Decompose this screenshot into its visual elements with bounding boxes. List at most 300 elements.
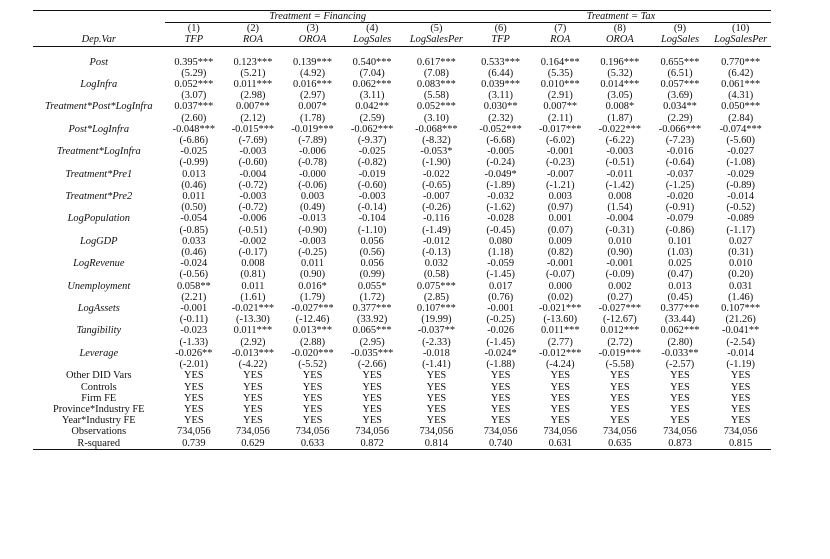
control-cell: YES bbox=[184, 403, 204, 415]
column-name: LogSales bbox=[342, 34, 402, 46]
coef-cell: 0.003 bbox=[300, 191, 325, 203]
tstat-cell: (3.05) bbox=[607, 90, 633, 102]
coef-cell: -0.017*** bbox=[539, 123, 582, 135]
regression-table bbox=[33, 10, 771, 450]
tstat-label-blank bbox=[33, 180, 165, 191]
tstat-cell: (1.54) bbox=[607, 202, 633, 214]
coef-cell: -0.016 bbox=[666, 146, 694, 158]
control-cell: YES bbox=[610, 381, 630, 393]
coef-cell: -0.003 bbox=[239, 191, 267, 203]
coef-cell: -0.003 bbox=[299, 235, 326, 247]
tstat-cell: (-0.17) bbox=[238, 247, 268, 259]
coef-cell: 0.013*** bbox=[293, 325, 333, 337]
tstat-cell: (1.61) bbox=[240, 291, 266, 303]
coef-cell: -0.054 bbox=[180, 213, 208, 225]
tstat-cell: (6.44) bbox=[488, 67, 514, 79]
tstat-cell: (-2.54) bbox=[726, 336, 755, 348]
tstat-cell: (0.20) bbox=[728, 269, 754, 281]
variable-label: Post bbox=[89, 56, 109, 68]
tstat-cell: (-7.89) bbox=[298, 135, 327, 147]
tstat-cell: (19.99) bbox=[421, 314, 452, 326]
coef-cell: 0.056 bbox=[360, 235, 384, 247]
coef-cell: 0.196*** bbox=[600, 56, 640, 68]
tstat-label-blank bbox=[33, 90, 165, 101]
coef-cell: -0.001 bbox=[487, 303, 515, 315]
coef-cell: 0.055* bbox=[357, 280, 387, 292]
tstat-cell: (-2.33) bbox=[422, 336, 451, 348]
control-cell: 734,056 bbox=[236, 426, 270, 438]
coef-cell: -0.028 bbox=[487, 213, 515, 225]
tstat-row bbox=[33, 225, 771, 236]
control-cell: 734,056 bbox=[723, 426, 758, 438]
column-name: LogSalesPer bbox=[402, 34, 471, 46]
tstat-cell: (-6.68) bbox=[486, 135, 515, 147]
control-cell: YES bbox=[302, 392, 323, 404]
tstat-cell: (5.32) bbox=[607, 67, 633, 79]
tstat-cell: (2.97) bbox=[299, 90, 326, 102]
tstat-cell: (7.04) bbox=[359, 67, 385, 79]
tstat-cell: (-12.67) bbox=[602, 314, 637, 326]
control-cell: YES bbox=[243, 403, 263, 415]
coef-cell: -0.001 bbox=[606, 258, 634, 270]
tstat-label-blank bbox=[33, 135, 165, 146]
coef-cell: -0.049* bbox=[484, 168, 517, 180]
coef-cell: -0.024* bbox=[484, 347, 517, 359]
tstat-cell: (-0.26) bbox=[422, 202, 451, 214]
column-name: LogSales bbox=[650, 34, 711, 46]
table-header bbox=[33, 11, 771, 47]
control-label: Firm FE bbox=[81, 392, 117, 404]
coef-cell: -0.029 bbox=[727, 168, 755, 180]
control-label: Other DID Vars bbox=[65, 370, 132, 382]
tstat-cell: (0.46) bbox=[181, 247, 207, 259]
coef-cell: 0.065*** bbox=[352, 325, 392, 337]
tstat-cell: (-0.78) bbox=[298, 157, 327, 169]
tstat-cell: (-9.37) bbox=[357, 135, 387, 147]
tstat-cell: (-1.08) bbox=[726, 157, 755, 169]
tstat-cell: (0.56) bbox=[359, 247, 385, 259]
column-number: (5) bbox=[430, 23, 443, 35]
coef-row bbox=[33, 124, 771, 135]
group-header-tax: Treatment = Tax bbox=[471, 11, 771, 23]
control-cell: YES bbox=[730, 381, 751, 393]
tstat-cell: (2.85) bbox=[423, 291, 449, 303]
tstat-cell: (1.03) bbox=[667, 247, 693, 259]
coef-cell: 0.050*** bbox=[721, 101, 761, 113]
tstat-label-blank bbox=[33, 68, 165, 79]
tstat-label-blank bbox=[33, 202, 165, 213]
control-cell: YES bbox=[362, 415, 382, 427]
control-cell: YES bbox=[610, 415, 630, 427]
tstat-cell: (-0.06) bbox=[298, 179, 327, 191]
coef-cell: 0.056 bbox=[360, 258, 384, 270]
coef-cell: 0.533*** bbox=[481, 56, 521, 68]
variable-label: LogInfra bbox=[80, 79, 118, 91]
coef-cell: 0.027 bbox=[728, 235, 753, 247]
coef-cell: 0.013 bbox=[182, 168, 206, 180]
coef-cell: 0.002 bbox=[608, 280, 632, 292]
control-cell: YES bbox=[490, 403, 511, 415]
coef-cell: -0.019*** bbox=[598, 347, 642, 359]
coef-row bbox=[33, 258, 771, 269]
coef-cell: -0.021*** bbox=[231, 303, 275, 315]
tstat-cell: (0.07) bbox=[547, 224, 573, 236]
tstat-row bbox=[33, 90, 771, 101]
coef-cell: -0.022*** bbox=[598, 123, 642, 135]
column-number: (2) bbox=[246, 23, 259, 35]
tstat-cell: (-5.52) bbox=[298, 359, 327, 371]
coef-cell: -0.066*** bbox=[658, 123, 702, 135]
tstat-cell: (-1.49) bbox=[422, 224, 451, 236]
tstat-cell: (6.51) bbox=[667, 67, 693, 79]
coef-cell: 0.080 bbox=[488, 235, 513, 247]
coef-cell: -0.015*** bbox=[231, 123, 275, 135]
control-cell: YES bbox=[610, 392, 630, 404]
coef-cell: 0.016*** bbox=[293, 79, 333, 91]
tstat-cell: (-0.23) bbox=[545, 157, 575, 169]
tstat-cell: (-0.89) bbox=[726, 179, 755, 191]
coef-cell: 0.139*** bbox=[293, 56, 333, 68]
variable-label: Leverage bbox=[79, 347, 119, 359]
coef-cell: 0.617*** bbox=[416, 56, 456, 68]
tstat-cell: (2.59) bbox=[359, 112, 385, 124]
tstat-cell: (4.92) bbox=[299, 67, 326, 79]
variable-label: Unemployment bbox=[67, 280, 131, 292]
tstat-cell: (2.77) bbox=[547, 336, 573, 348]
control-cell: YES bbox=[670, 381, 690, 393]
control-cell: YES bbox=[550, 392, 571, 404]
tstat-cell: (-0.11) bbox=[179, 314, 208, 326]
tstat-cell: (1.87) bbox=[607, 112, 633, 124]
coef-cell: 0.033 bbox=[182, 235, 206, 247]
control-cell: YES bbox=[243, 381, 263, 393]
column-name: ROA bbox=[530, 34, 590, 46]
tstat-cell: (7.08) bbox=[423, 67, 449, 79]
control-cell: 734,056 bbox=[419, 426, 454, 438]
tstat-cell: (0.45) bbox=[667, 291, 693, 303]
tstat-cell: (-0.13) bbox=[422, 247, 451, 259]
coef-cell: 0.011*** bbox=[233, 79, 273, 91]
control-cell: YES bbox=[426, 403, 447, 415]
tstat-cell: (-8.32) bbox=[422, 135, 451, 147]
control-cell: YES bbox=[490, 392, 511, 404]
coef-cell: -0.068*** bbox=[415, 123, 458, 135]
tstat-cell: (0.47) bbox=[667, 269, 693, 281]
column-number-blank bbox=[33, 23, 165, 35]
coef-cell: -0.006 bbox=[239, 213, 267, 225]
control-cell: YES bbox=[302, 403, 323, 415]
tstat-cell: (-1.25) bbox=[665, 179, 695, 191]
variable-label: Treatment*Pre2 bbox=[65, 191, 133, 203]
coef-cell: -0.013*** bbox=[231, 347, 275, 359]
control-row bbox=[33, 370, 771, 381]
coef-cell: 0.025 bbox=[668, 258, 692, 270]
tstat-row bbox=[33, 157, 771, 168]
coef-cell: 0.075*** bbox=[416, 280, 456, 292]
coef-cell: 0.395*** bbox=[174, 56, 214, 68]
tstat-cell: (3.69) bbox=[667, 90, 693, 102]
coef-cell: 0.030** bbox=[483, 101, 518, 113]
control-row bbox=[33, 382, 771, 393]
control-cell: YES bbox=[610, 403, 630, 415]
tstat-cell: (2.95) bbox=[359, 336, 385, 348]
tstat-label-blank bbox=[33, 269, 165, 280]
coef-cell: 0.107*** bbox=[416, 303, 456, 315]
coef-cell: -0.020 bbox=[666, 191, 694, 203]
tstat-row bbox=[33, 180, 771, 191]
coef-cell: -0.059 bbox=[487, 258, 515, 270]
tstat-cell: (4.31) bbox=[728, 90, 754, 102]
spacer-row bbox=[33, 46, 771, 57]
variable-label: LogRevenue bbox=[73, 258, 125, 270]
tstat-cell: (-6.22) bbox=[605, 135, 635, 147]
control-cell: YES bbox=[184, 415, 204, 427]
coef-cell: 0.039*** bbox=[481, 79, 521, 91]
coef-cell: -0.013 bbox=[299, 213, 326, 225]
coef-cell: 0.013 bbox=[668, 280, 692, 292]
tstat-cell: (2.11) bbox=[547, 112, 573, 124]
coef-cell: 0.008* bbox=[605, 101, 635, 113]
coef-cell: -0.024 bbox=[180, 258, 208, 270]
coef-cell: -0.006 bbox=[299, 146, 326, 158]
coef-row bbox=[33, 303, 771, 314]
coef-cell: -0.027 bbox=[727, 146, 755, 158]
coef-cell: 0.052*** bbox=[174, 79, 214, 91]
coef-cell: -0.027*** bbox=[291, 303, 334, 315]
tstat-cell: (33.44) bbox=[664, 314, 696, 326]
coef-cell: -0.012*** bbox=[539, 347, 582, 359]
tstat-cell: (-2.57) bbox=[665, 359, 695, 371]
coef-cell: -0.074*** bbox=[719, 123, 762, 135]
coef-cell: 0.009 bbox=[548, 235, 572, 247]
control-cell: YES bbox=[362, 381, 382, 393]
tstat-cell: (-7.69) bbox=[238, 135, 268, 147]
control-cell: 0.815 bbox=[710, 438, 771, 450]
coef-cell: -0.026 bbox=[487, 325, 515, 337]
coef-cell: 0.377*** bbox=[660, 303, 700, 315]
variable-label: Treatment*Pre1 bbox=[65, 168, 133, 180]
column-number-row bbox=[33, 23, 771, 35]
tstat-cell: (-1.90) bbox=[422, 157, 451, 169]
column-name: OROA bbox=[283, 34, 343, 46]
control-cell: YES bbox=[426, 370, 447, 382]
tstat-cell: (-6.02) bbox=[545, 135, 575, 147]
tstat-cell: (1.79) bbox=[299, 291, 326, 303]
tstat-cell: (-0.85) bbox=[179, 224, 209, 236]
coef-cell: -0.001 bbox=[546, 258, 574, 270]
control-cell: YES bbox=[426, 415, 447, 427]
tstat-cell: (1.78) bbox=[299, 112, 326, 124]
coef-cell: 0.017 bbox=[488, 280, 513, 292]
control-cell: YES bbox=[490, 381, 511, 393]
tstat-cell: (-0.09) bbox=[605, 269, 635, 281]
tstat-cell: (5.35) bbox=[547, 67, 573, 79]
control-cell: YES bbox=[550, 370, 571, 382]
tstat-row bbox=[33, 113, 771, 124]
control-cell: YES bbox=[610, 370, 630, 382]
coef-row bbox=[33, 57, 771, 68]
tstat-row bbox=[33, 68, 771, 79]
tstat-cell: (3.11) bbox=[359, 90, 385, 102]
control-cell: 734,056 bbox=[176, 426, 211, 438]
tstat-label-blank bbox=[33, 247, 165, 258]
tstat-cell: (-0.90) bbox=[298, 224, 327, 236]
control-row bbox=[33, 415, 771, 426]
coef-cell: 0.042** bbox=[355, 101, 390, 113]
coef-cell: 0.083*** bbox=[416, 79, 456, 91]
tstat-cell: (-1.41) bbox=[422, 359, 451, 371]
control-cell: YES bbox=[730, 392, 751, 404]
coef-cell: 0.034** bbox=[663, 101, 697, 113]
tstat-cell: (2.92) bbox=[240, 336, 266, 348]
tstat-cell: (33.92) bbox=[356, 314, 388, 326]
control-cell: YES bbox=[490, 415, 511, 427]
control-cell: YES bbox=[550, 415, 571, 427]
coef-cell: -0.019 bbox=[358, 168, 386, 180]
variable-label: LogPopulation bbox=[67, 213, 130, 225]
control-cell: YES bbox=[302, 415, 323, 427]
tstat-cell: (-5.60) bbox=[726, 135, 755, 147]
variable-label: Treatment*LogInfra bbox=[56, 146, 141, 158]
regression-table-container bbox=[33, 10, 771, 450]
coef-cell: -0.035*** bbox=[350, 347, 394, 359]
tstat-row bbox=[33, 135, 771, 146]
control-cell: 734,056 bbox=[295, 426, 330, 438]
coef-cell: -0.005 bbox=[487, 146, 515, 158]
coef-cell: -0.025 bbox=[358, 146, 386, 158]
tstat-cell: (-0.82) bbox=[357, 157, 387, 169]
column-number: (9) bbox=[673, 23, 687, 35]
variable-label: LogAssets bbox=[77, 303, 120, 315]
coef-row bbox=[33, 169, 771, 180]
coef-cell: -0.018 bbox=[422, 347, 450, 359]
tstat-cell: (2.84) bbox=[728, 112, 754, 124]
tstat-cell: (2.29) bbox=[667, 112, 693, 124]
control-cell: YES bbox=[184, 370, 204, 382]
tstat-row bbox=[33, 359, 771, 370]
control-label: Controls bbox=[80, 381, 117, 393]
tstat-cell: (-0.07) bbox=[545, 269, 575, 281]
column-name: LogSalesPer bbox=[710, 34, 771, 46]
coef-cell: -0.027*** bbox=[598, 303, 642, 315]
coef-cell: 0.008 bbox=[608, 191, 632, 203]
coef-cell: 0.016* bbox=[298, 280, 327, 292]
control-cell: 0.633 bbox=[283, 438, 343, 450]
control-cell: YES bbox=[550, 381, 571, 393]
tstat-cell: (-1.45) bbox=[486, 269, 515, 281]
coef-cell: -0.053* bbox=[420, 146, 453, 158]
tstat-cell: (2.21) bbox=[181, 291, 207, 303]
tstat-cell: (21.26) bbox=[725, 314, 756, 326]
control-cell: YES bbox=[243, 415, 263, 427]
tstat-cell: (-13.30) bbox=[236, 314, 270, 326]
coef-cell: -0.007 bbox=[546, 168, 574, 180]
coef-cell: -0.001 bbox=[180, 303, 208, 315]
coef-cell: -0.026** bbox=[175, 347, 213, 359]
coef-cell: -0.001 bbox=[546, 146, 574, 158]
tstat-cell: (0.76) bbox=[488, 291, 514, 303]
coef-row bbox=[33, 348, 771, 359]
coef-row bbox=[33, 191, 771, 202]
control-cell: YES bbox=[426, 381, 447, 393]
control-cell: 734,056 bbox=[543, 426, 578, 438]
coef-cell: -0.033** bbox=[661, 347, 699, 359]
tstat-label-blank bbox=[33, 113, 165, 124]
coef-cell: -0.012 bbox=[422, 235, 450, 247]
coef-cell: -0.014 bbox=[727, 191, 755, 203]
tstat-cell: (-12.46) bbox=[295, 314, 330, 326]
coef-cell: 0.014*** bbox=[600, 79, 640, 91]
tstat-row bbox=[33, 247, 771, 258]
coef-cell: -0.000 bbox=[299, 168, 326, 180]
tstat-cell: (3.11) bbox=[488, 90, 513, 102]
tstat-cell: (2.60) bbox=[181, 112, 207, 124]
coef-cell: 0.011 bbox=[301, 258, 325, 270]
tstat-cell: (-0.65) bbox=[422, 179, 451, 191]
control-label: Year*Industry FE bbox=[61, 415, 136, 427]
tstat-cell: (0.49) bbox=[299, 202, 326, 214]
coef-cell: -0.052*** bbox=[479, 123, 522, 135]
coef-cell: -0.062*** bbox=[350, 123, 394, 135]
coef-cell: 0.377*** bbox=[352, 303, 392, 315]
tstat-cell: (1.72) bbox=[359, 291, 385, 303]
tstat-cell: (-0.99) bbox=[179, 157, 209, 169]
coef-cell: -0.022 bbox=[422, 168, 450, 180]
tstat-cell: (0.02) bbox=[547, 291, 573, 303]
coef-cell: 0.037*** bbox=[174, 101, 214, 113]
tstat-cell: (-7.23) bbox=[665, 135, 695, 147]
tstat-label-blank bbox=[33, 314, 165, 325]
coef-cell: 0.062*** bbox=[352, 79, 392, 91]
tstat-cell: (2.32) bbox=[488, 112, 514, 124]
coef-cell: -0.003 bbox=[606, 146, 634, 158]
control-cell: YES bbox=[670, 370, 690, 382]
tstat-cell: (-0.64) bbox=[665, 157, 695, 169]
tstat-cell: (5.21) bbox=[240, 67, 266, 79]
control-label: R-squared bbox=[33, 438, 165, 450]
control-row bbox=[33, 393, 771, 404]
tstat-cell: (0.97) bbox=[547, 202, 573, 214]
column-number: (3) bbox=[306, 23, 319, 35]
tstat-cell: (-0.72) bbox=[238, 202, 268, 214]
control-row bbox=[33, 426, 771, 437]
coef-cell: 0.032 bbox=[424, 258, 449, 270]
control-cell: 0.872 bbox=[342, 438, 402, 450]
coef-cell: 0.007** bbox=[543, 101, 578, 113]
tstat-cell: (-0.25) bbox=[486, 314, 515, 326]
tstat-cell: (-1.17) bbox=[726, 224, 755, 236]
tstat-cell: (0.31) bbox=[728, 247, 754, 259]
control-cell: YES bbox=[670, 415, 690, 427]
tstat-cell: (-5.58) bbox=[605, 359, 635, 371]
control-label: Observations bbox=[71, 426, 127, 438]
tstat-cell: (-1.33) bbox=[179, 336, 209, 348]
tstat-cell: (-0.51) bbox=[238, 224, 268, 236]
coef-cell: -0.003 bbox=[358, 191, 386, 203]
coef-cell: 0.001 bbox=[548, 213, 572, 225]
coef-cell: -0.041** bbox=[722, 325, 760, 337]
control-row bbox=[33, 438, 771, 450]
coef-cell: 0.655*** bbox=[660, 56, 700, 68]
coef-cell: 0.057*** bbox=[660, 79, 700, 91]
tstat-cell: (0.50) bbox=[181, 202, 207, 214]
coef-cell: -0.021*** bbox=[539, 303, 582, 315]
tstat-label-blank bbox=[33, 225, 165, 236]
coef-cell: -0.007 bbox=[422, 191, 450, 203]
column-name: OROA bbox=[590, 34, 650, 46]
tstat-cell: (-0.25) bbox=[298, 247, 327, 259]
control-cell: 0.740 bbox=[471, 438, 531, 450]
